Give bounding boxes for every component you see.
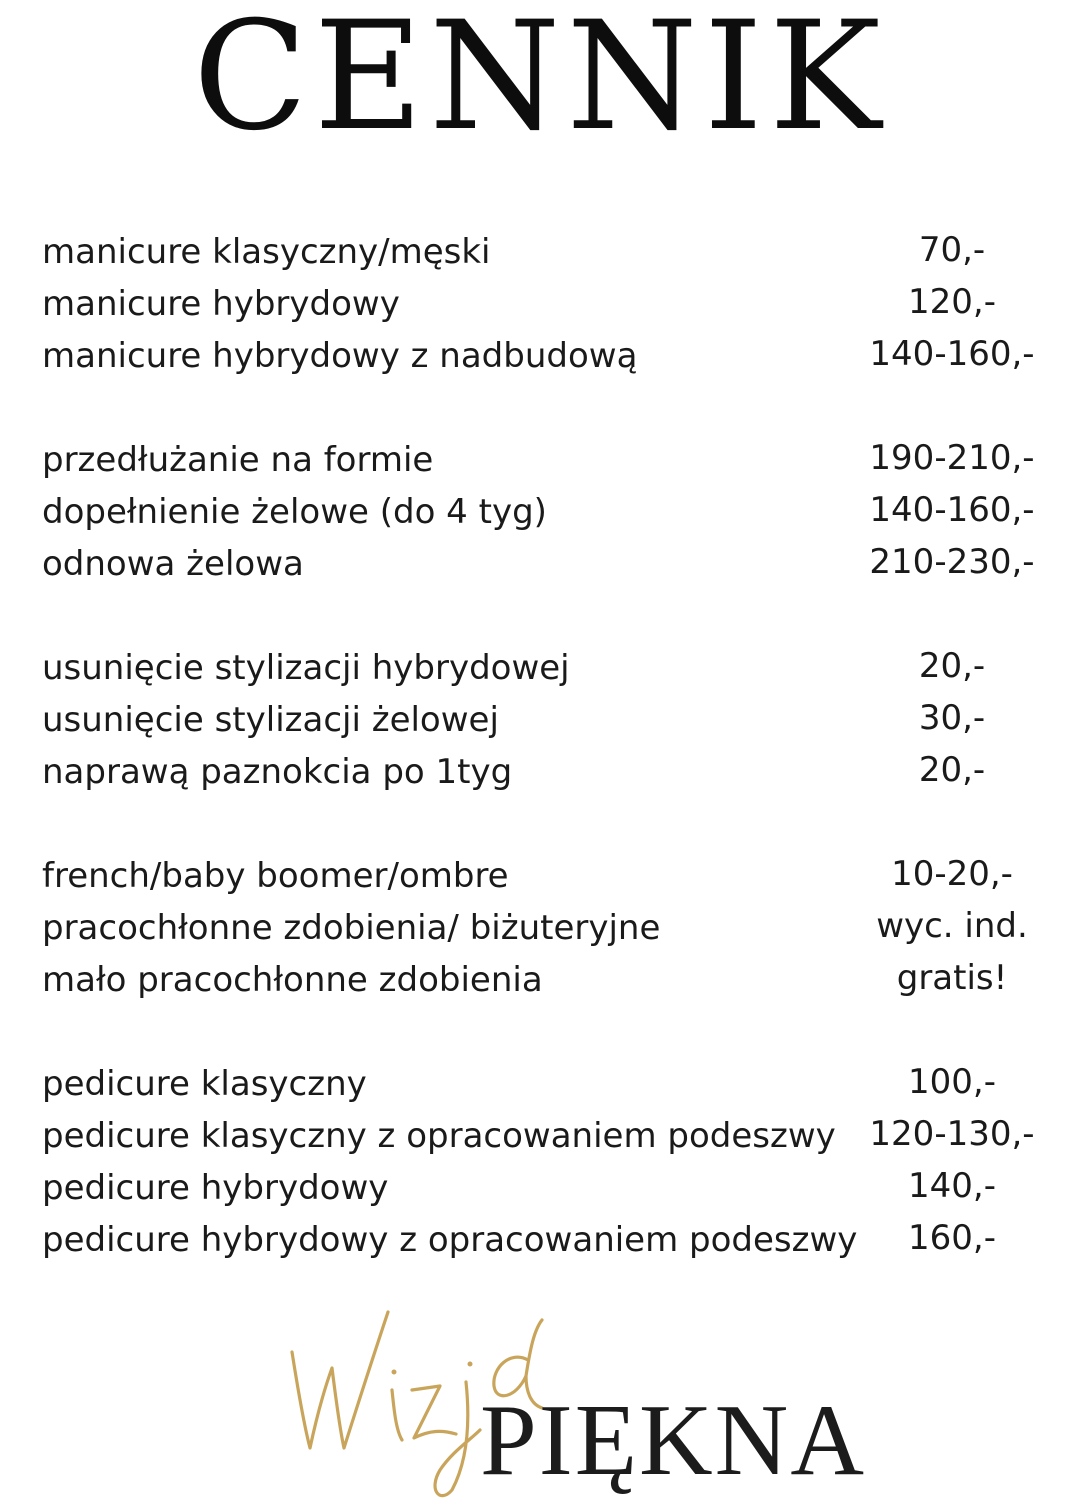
price-row: [42, 1110, 1042, 1162]
price-group-removal: [42, 642, 1042, 798]
service-name: pedicure klasyczny z opracowaniem podeszwy: [42, 1116, 836, 1156]
service-price: 190-210,-: [869, 438, 1035, 478]
service-name: naprawą paznokcia po 1tyg: [42, 752, 513, 792]
service-price: 120-130,-: [869, 1114, 1035, 1154]
price-row: [42, 642, 1042, 694]
price-row: [42, 1162, 1042, 1214]
price-group-manicure: [42, 226, 1042, 382]
service-price: 120,-: [908, 282, 996, 322]
service-price: 140-160,-: [869, 334, 1035, 374]
service-name: odnowa żelowa: [42, 544, 304, 584]
service-name: manicure hybrydowy z nadbudową: [42, 336, 638, 376]
price-group-decorations: [42, 850, 1042, 1006]
price-row: [42, 902, 1042, 954]
service-name: mało pracochłonne zdobienia: [42, 960, 543, 1000]
service-price: 100,-: [908, 1062, 996, 1102]
service-name: french/baby boomer/ombre: [42, 856, 509, 896]
service-price: 140-160,-: [869, 490, 1035, 530]
service-name: manicure hybrydowy: [42, 284, 400, 324]
price-row: [42, 850, 1042, 902]
service-price: 160,-: [908, 1218, 996, 1258]
price-list: [42, 226, 1042, 1318]
service-price: 20,-: [918, 750, 986, 790]
service-price: 210-230,-: [869, 542, 1035, 582]
price-row: [42, 1214, 1042, 1266]
service-name: pedicure klasyczny: [42, 1064, 367, 1104]
service-price: 140,-: [908, 1166, 996, 1206]
brand-logo: [280, 1290, 866, 1505]
service-price: gratis!: [896, 958, 1008, 998]
price-group-pedicure: [42, 1058, 1042, 1266]
service-name: manicure klasyczny/męski: [42, 232, 491, 272]
service-price: wyc. ind.: [876, 906, 1028, 946]
service-price: 30,-: [918, 698, 986, 738]
price-row: [42, 538, 1042, 590]
price-row: [42, 434, 1042, 486]
service-name: pedicure hybrydowy z opracowaniem podeszwy: [42, 1220, 858, 1260]
price-row: [42, 746, 1042, 798]
price-row: [42, 330, 1042, 382]
service-price: 70,-: [918, 230, 986, 270]
logo-brand-text: PIĘKNA: [480, 1384, 866, 1497]
price-group-gel: [42, 434, 1042, 590]
service-name: dopełnienie żelowe (do 4 tyg): [42, 492, 547, 532]
price-row: [42, 278, 1042, 330]
price-row: [42, 954, 1042, 1006]
service-price: 10-20,-: [891, 854, 1013, 894]
service-name: usunięcie stylizacji hybrydowej: [42, 648, 570, 688]
price-row: [42, 226, 1042, 278]
price-row: [42, 486, 1042, 538]
service-name: przedłużanie na formie: [42, 440, 434, 480]
price-row: [42, 694, 1042, 746]
service-name: pracochłonne zdobienia/ biżuteryjne: [42, 908, 661, 948]
service-name: usunięcie stylizacji żelowej: [42, 700, 499, 740]
service-name: pedicure hybrydowy: [42, 1168, 389, 1208]
page-title: CENNIK: [192, 0, 888, 164]
service-price: 20,-: [918, 646, 986, 686]
price-row: [42, 1058, 1042, 1110]
